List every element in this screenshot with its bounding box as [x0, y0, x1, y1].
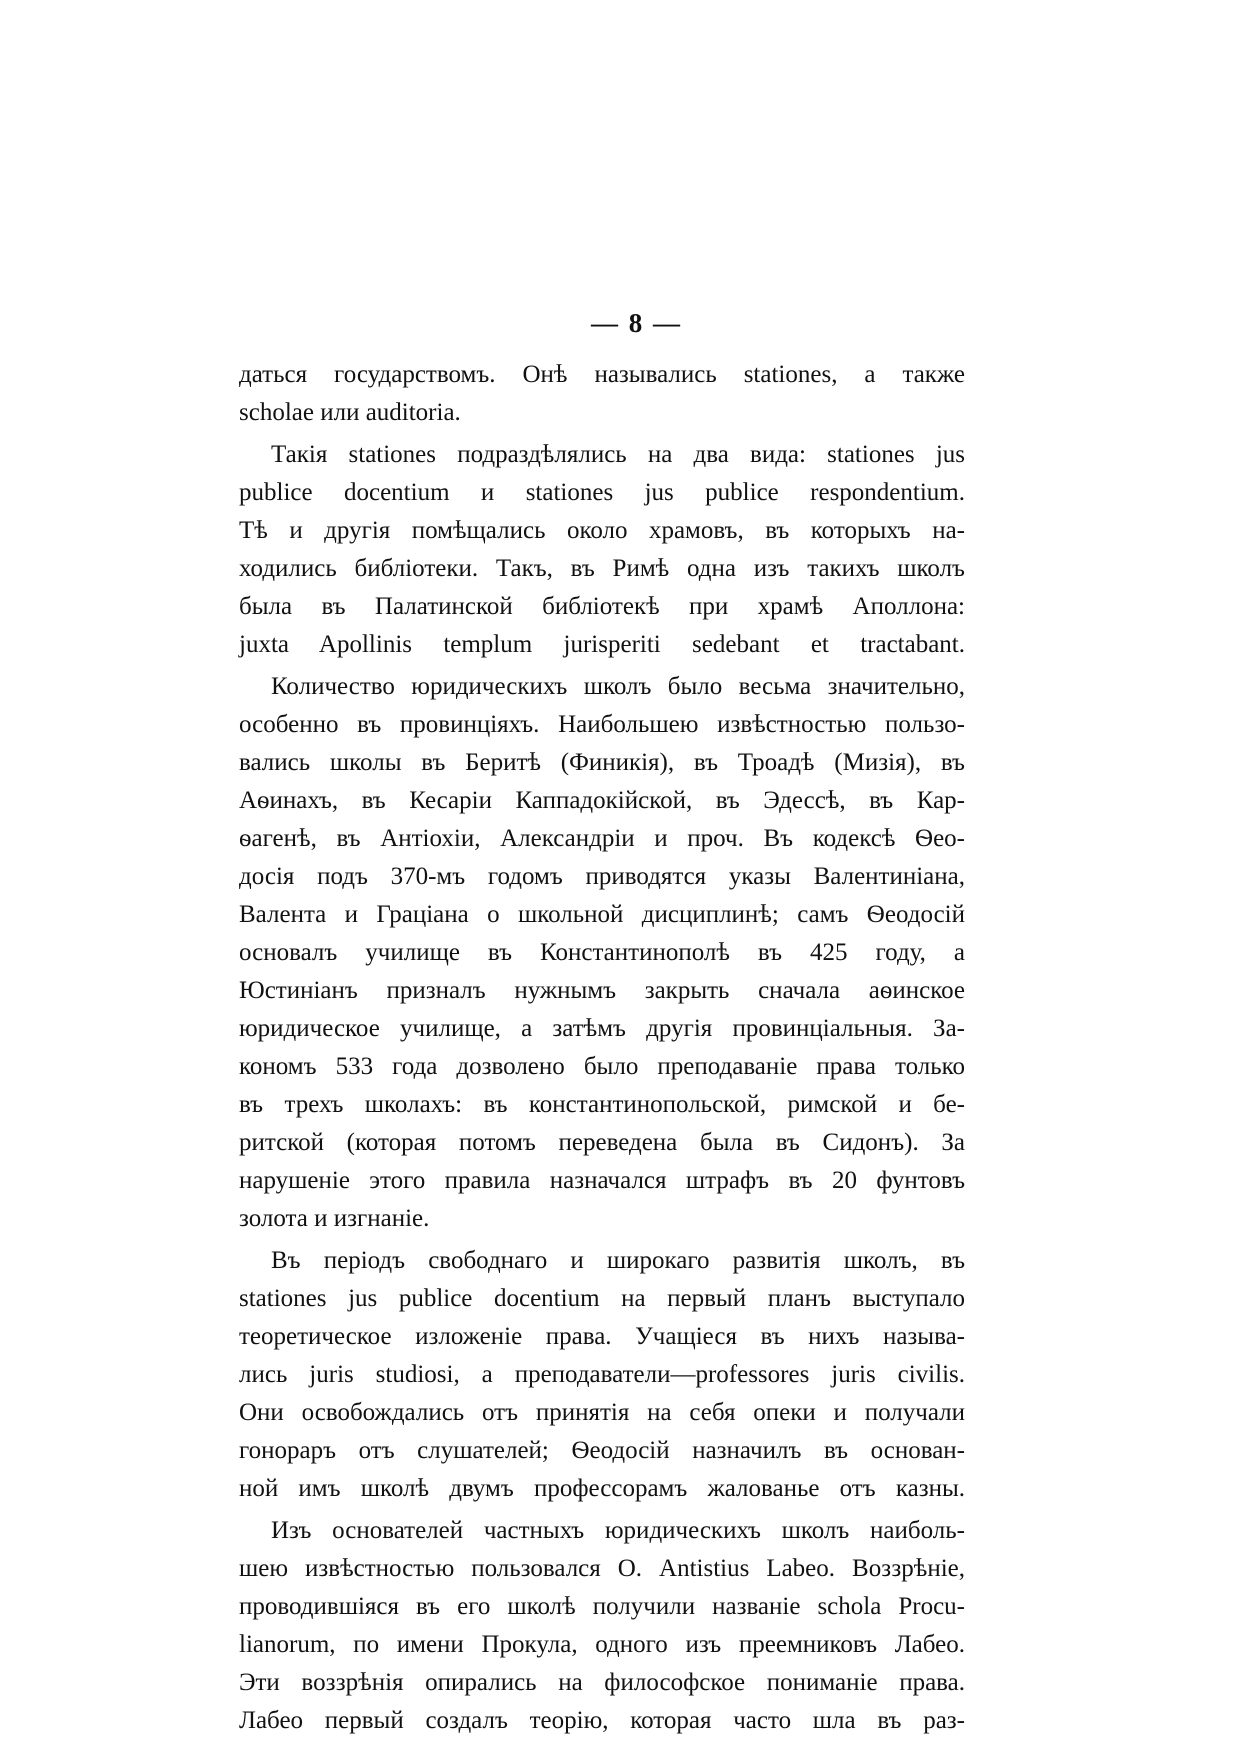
text-line: ритской (которая потомъ переведена была въ Сидонъ). За	[239, 1129, 965, 1156]
text-line: Изъ основателей частныхъ юридическихъ школъ наиболь-	[271, 1517, 965, 1544]
text-line: ходились библіотеки. Такъ, въ Римѣ одна изъ такихъ школъ	[239, 555, 965, 582]
text-line: шею извѣстностью пользовался О. Antistius Labeo. Воззрѣніе,	[239, 1555, 965, 1582]
text-line: lianorum, по имени Прокула, одного изъ преемниковъ Лабео.	[239, 1631, 965, 1658]
text-line: Количество юридическихъ школъ было весьма значительно,	[271, 673, 965, 700]
text-line: scholae или auditoria.	[239, 399, 461, 426]
text-line: Тѣ и другія помѣщались около храмовъ, въ которыхъ на-	[239, 517, 965, 544]
text-line: Юстиніанъ призналъ нужнымъ закрыть сначала аѳинское	[239, 977, 965, 1004]
text-line: кономъ 533 года дозволено было преподаваніе права только	[239, 1053, 965, 1080]
text-line: Такія stationes подраздѣлялись на два вида: stationes jus	[271, 441, 965, 468]
text-line: Въ періодъ свободнаго и широкаго развитія школъ, въ	[271, 1247, 965, 1274]
text-line: даться государствомъ. Онѣ назывались stationes, а также	[239, 361, 965, 388]
text-line: Аѳинахъ, въ Кесаріи Каппадокійской, въ Эдессѣ, въ Кар-	[239, 787, 965, 814]
text-line: юридическое училище, а затѣмъ другія провинціальныя. За-	[239, 1015, 965, 1042]
paragraph	[239, 436, 965, 664]
paragraph	[239, 356, 965, 432]
paragraph	[239, 668, 965, 1238]
text-line: juxta Apollinis templum jurisperiti sedebant et tractabant.	[239, 631, 965, 658]
text-line: досія подъ 370-мъ годомъ приводятся указы Валентиніана,	[239, 863, 965, 890]
text-line: лись juris studiosi, а преподаватели—professores juris civilis.	[239, 1361, 965, 1388]
text-line: была въ Палатинской библіотекѣ при храмѣ Аполлона:	[239, 593, 965, 620]
text-line: Лабео первый создалъ теорію, которая часто шла въ раз-	[239, 1707, 965, 1734]
text-line: въ трехъ школахъ: въ константинопольской, римской и бе-	[239, 1091, 965, 1118]
paragraph	[239, 1512, 965, 1740]
text-line: нарушеніе этого правила назначался штрафъ въ 20 фунтовъ	[239, 1167, 965, 1194]
text-line: теоретическое изложеніе права. Учащіеся въ нихъ называ-	[239, 1323, 965, 1350]
text-line: особенно въ провинціяхъ. Наибольшею извѣстностью пользо-	[239, 711, 965, 738]
text-line: ной имъ школѣ двумъ профессорамъ жалованье отъ казны.	[239, 1475, 965, 1502]
text-line: золота и изгнаніе.	[239, 1205, 430, 1232]
paragraph	[239, 1242, 965, 1508]
text-line: Они освобождались отъ принятія на себя опеки и получали	[239, 1399, 965, 1426]
page-number: — 8 —	[591, 308, 682, 338]
text-line: Эти воззрѣнія опирались на философское пониманіе права.	[239, 1669, 965, 1696]
text-line: вались школы въ Беритѣ (Финикія), въ Троадѣ (Мизія), въ	[239, 749, 965, 776]
text-line: гонораръ отъ слушателей; Ѳеодосій назначилъ въ основан-	[239, 1437, 965, 1464]
text-line: stationes jus publice docentium на первый планъ выступало	[239, 1285, 965, 1312]
text-line: проводившіяся въ его школѣ получили названіе schola Procu-	[239, 1593, 965, 1620]
body-text	[239, 356, 965, 1740]
text-line: основалъ училище въ Константинополѣ въ 425 году, а	[239, 939, 965, 966]
text-line: Валента и Граціана о школьной дисциплинѣ; самъ Ѳеодосій	[239, 901, 965, 928]
text-line: ѳагенѣ, въ Антіохіи, Александріи и проч. Въ кодексѣ Ѳео-	[239, 825, 965, 852]
text-line: publice docentium и stationes jus publice respondentium.	[239, 479, 965, 506]
